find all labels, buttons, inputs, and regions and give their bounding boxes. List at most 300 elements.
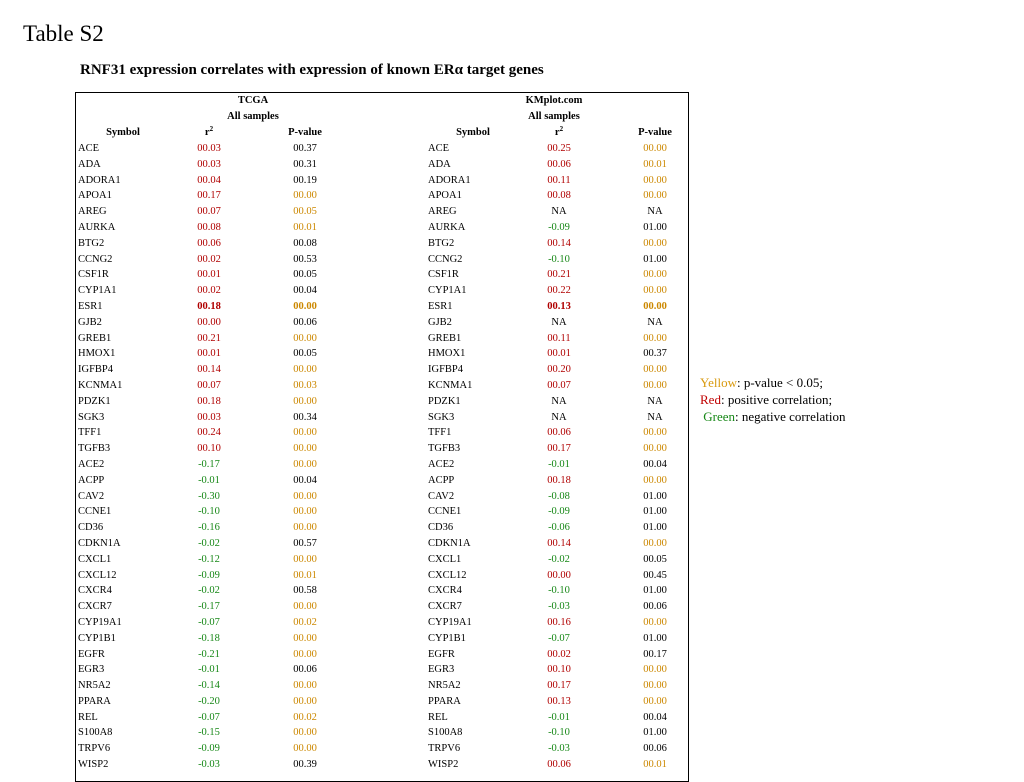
r2-cell: 00.14 — [547, 237, 571, 249]
table-row — [428, 283, 710, 299]
pvalue-header: P-value — [288, 127, 322, 138]
gene-symbol-cell: TFF1 — [78, 427, 102, 439]
table-row — [78, 615, 428, 631]
gene-symbol-cell: REL — [78, 711, 98, 723]
legend-green-word: Green — [703, 409, 736, 424]
gene-symbol-cell: KCNMA1 — [78, 379, 123, 391]
legend-red — [700, 391, 845, 408]
r2-cell: -0.15 — [198, 727, 220, 739]
pvalue-cell: 00.00 — [293, 743, 317, 755]
gene-symbol-cell: IGFBP4 — [428, 364, 464, 376]
gene-symbol-cell: CD36 — [428, 522, 454, 534]
gene-symbol-cell: ADA — [428, 158, 451, 170]
tcga-title: TCGA — [237, 95, 269, 106]
table-row — [428, 457, 710, 473]
pvalue-cell: 00.17 — [643, 648, 667, 660]
gene-symbol-cell: CXCL12 — [78, 569, 117, 581]
gene-symbol-cell: EGFR — [428, 648, 455, 660]
pvalue-cell: 00.00 — [643, 269, 667, 281]
r2-cell: 00.08 — [197, 221, 221, 233]
r2-cell: 00.22 — [547, 285, 571, 297]
table-row — [78, 662, 428, 678]
r2-cell: 00.01 — [197, 269, 221, 281]
kmplot-subtitle-row — [428, 109, 710, 125]
r2-cell: 00.02 — [197, 285, 221, 297]
r2-cell: -0.07 — [198, 616, 220, 628]
r2-cell: -0.10 — [548, 727, 570, 739]
pvalue-cell: 00.00 — [643, 300, 667, 312]
table-row — [428, 710, 710, 726]
table-row — [428, 204, 710, 220]
pvalue-cell: 00.00 — [643, 427, 667, 439]
r2-cell: -0.01 — [198, 474, 220, 486]
r2-cell: 00.07 — [547, 379, 571, 391]
r2-cell: 00.21 — [547, 269, 571, 281]
pvalue-cell: 00.00 — [643, 143, 667, 154]
table-row — [78, 252, 428, 268]
table-row — [428, 520, 710, 536]
gene-symbol-cell: APOA1 — [78, 190, 112, 202]
legend-yellow-text: : p-value < 0.05; — [736, 375, 824, 390]
r2-cell: 00.16 — [547, 616, 571, 628]
legend-yellow — [700, 374, 845, 391]
gene-symbol-cell: CAV2 — [428, 490, 455, 502]
pvalue-cell: 00.37 — [643, 348, 667, 360]
gene-symbol-cell: IGFBP4 — [78, 364, 114, 376]
kmplot-title-row — [428, 93, 710, 109]
r2-cell: 00.14 — [197, 364, 221, 376]
pvalue-cell: 00.00 — [293, 395, 317, 407]
r2-cell: 00.01 — [547, 348, 571, 360]
table-row — [428, 631, 710, 647]
pvalue-cell: 00.06 — [643, 743, 667, 755]
table-row — [78, 315, 428, 331]
r2-cell: -0.12 — [198, 553, 220, 565]
tcga-header-row — [78, 125, 428, 141]
gene-symbol-cell: GREB1 — [78, 332, 112, 344]
pvalue-cell: 00.00 — [643, 379, 667, 391]
table-row — [428, 741, 710, 757]
gene-symbol-cell: CYP1B1 — [428, 632, 466, 644]
gene-symbol-cell: HMOX1 — [78, 348, 116, 360]
pvalue-cell: 00.00 — [293, 490, 317, 502]
pvalue-cell: 00.00 — [293, 553, 317, 565]
gene-symbol-cell: CXCR7 — [78, 601, 112, 613]
r2-cell: -0.09 — [548, 221, 570, 233]
table-row — [78, 188, 428, 204]
table-row — [78, 473, 428, 489]
r2-cell: 00.04 — [197, 174, 221, 186]
r2-cell: 00.03 — [197, 158, 221, 170]
gene-symbol-cell: CYP19A1 — [78, 616, 122, 628]
gene-symbol-cell: GJB2 — [78, 316, 102, 328]
kmplot-title: KMplot.com — [525, 95, 583, 106]
tcga-subtitle: All samples — [227, 111, 279, 122]
pvalue-header: P-value — [638, 127, 672, 138]
r2-cell: -0.18 — [198, 632, 220, 644]
r2-cell: -0.02 — [198, 585, 220, 597]
gene-symbol-cell: CDKN1A — [428, 537, 471, 549]
table-row — [428, 678, 710, 694]
gene-symbol-cell: CCNG2 — [428, 253, 463, 265]
table-row — [78, 457, 428, 473]
r2-cell: 00.00 — [547, 569, 571, 581]
gene-symbol-cell: REL — [428, 711, 448, 723]
pvalue-cell: 00.01 — [293, 221, 317, 233]
pvalue-cell: NA — [647, 411, 663, 423]
r2-cell: 00.06 — [547, 759, 571, 771]
legend-green — [700, 408, 845, 425]
gene-symbol-cell: AREG — [78, 206, 107, 218]
r2-cell: -0.30 — [198, 490, 220, 502]
gene-symbol-cell: ADA — [78, 158, 101, 170]
r2-header-sup: 2 — [209, 125, 214, 133]
r2-cell: -0.03 — [548, 601, 570, 613]
table-row — [428, 725, 710, 741]
gene-symbol-cell: AURKA — [428, 221, 466, 233]
pvalue-cell: 00.04 — [293, 285, 317, 297]
pvalue-cell: 00.00 — [643, 237, 667, 249]
gene-symbol-cell: EGR3 — [428, 664, 455, 676]
pvalue-cell: 00.00 — [293, 190, 317, 202]
pvalue-cell: 01.00 — [643, 727, 667, 739]
gene-symbol-cell: EGR3 — [78, 664, 105, 676]
r2-cell: -0.01 — [198, 664, 220, 676]
r2-cell: NA — [551, 395, 567, 407]
r2-cell: -0.03 — [198, 759, 220, 771]
pvalue-cell: 00.00 — [293, 506, 317, 518]
pvalue-cell: 00.34 — [293, 411, 317, 423]
tcga-block — [78, 93, 428, 773]
table-row — [428, 489, 710, 505]
pvalue-cell: 00.00 — [643, 285, 667, 297]
table-row — [78, 741, 428, 757]
legend-yellow-word: Yellow — [700, 375, 737, 390]
gene-symbol-cell: ADORA1 — [78, 174, 121, 186]
gene-symbol-cell: ACE2 — [78, 458, 105, 470]
pvalue-cell: 00.00 — [643, 190, 667, 202]
pvalue-cell: NA — [647, 395, 663, 407]
table-row — [78, 536, 428, 552]
r2-cell: -0.07 — [548, 632, 570, 644]
pvalue-cell: 00.01 — [643, 158, 667, 170]
table-row — [78, 504, 428, 520]
r2-cell: 00.21 — [197, 332, 221, 344]
gene-symbol-cell: CXCR7 — [428, 601, 462, 613]
pvalue-cell: 00.00 — [643, 616, 667, 628]
pvalue-cell: 00.04 — [643, 458, 667, 470]
r2-cell: -0.17 — [198, 458, 220, 470]
table-row — [428, 236, 710, 252]
pvalue-cell: NA — [647, 206, 663, 218]
r2-cell: -0.01 — [548, 458, 570, 470]
correlation-table — [75, 92, 689, 782]
pvalue-cell: 00.00 — [643, 443, 667, 455]
r2-cell: 00.02 — [547, 648, 571, 660]
gene-symbol-cell: TFF1 — [428, 427, 452, 439]
pvalue-cell: 00.01 — [293, 569, 317, 581]
table-row — [428, 504, 710, 520]
r2-header-label: r — [204, 127, 210, 138]
r2-cell: 00.02 — [197, 253, 221, 265]
pvalue-cell: 00.01 — [643, 759, 667, 771]
gene-symbol-cell: CCNG2 — [78, 253, 113, 265]
kmplot-block — [428, 93, 710, 773]
gene-symbol-cell: BTG2 — [78, 237, 105, 249]
table-row — [428, 394, 710, 410]
r2-header-label: r — [554, 127, 560, 138]
r2-cell: 00.08 — [547, 190, 571, 202]
table-row — [78, 141, 428, 157]
pvalue-cell: 00.05 — [293, 348, 317, 360]
gene-symbol-cell: BTG2 — [428, 237, 455, 249]
r2-cell: -0.16 — [198, 522, 220, 534]
gene-symbol-cell: ACE2 — [428, 458, 455, 470]
r2-cell: 00.06 — [547, 427, 571, 439]
r2-cell: 00.06 — [197, 237, 221, 249]
pvalue-cell: 00.58 — [293, 585, 317, 597]
table-row — [428, 188, 710, 204]
gene-symbol-cell: TRPV6 — [78, 743, 111, 755]
r2-cell: 00.18 — [547, 474, 571, 486]
gene-symbol-cell: ADORA1 — [428, 174, 471, 186]
r2-cell: NA — [551, 206, 567, 218]
pvalue-cell: 00.04 — [643, 711, 667, 723]
pvalue-cell: 00.06 — [293, 316, 317, 328]
gene-symbol-cell: EGFR — [78, 648, 105, 660]
r2-cell: -0.10 — [548, 585, 570, 597]
pvalue-cell: 00.04 — [293, 474, 317, 486]
table-row — [78, 568, 428, 584]
table-row — [428, 441, 710, 457]
r2-cell: 00.17 — [547, 680, 571, 692]
pvalue-cell: 01.00 — [643, 585, 667, 597]
table-row — [428, 536, 710, 552]
gene-symbol-cell: TRPV6 — [428, 743, 461, 755]
r2-cell: -0.20 — [198, 695, 220, 707]
table-row — [428, 568, 710, 584]
r2-cell: -0.10 — [198, 506, 220, 518]
pvalue-cell: 00.02 — [293, 616, 317, 628]
r2-cell: -0.21 — [198, 648, 220, 660]
gene-symbol-cell: S100A8 — [78, 727, 113, 739]
r2-header-sup: 2 — [559, 125, 564, 133]
r2-cell: 00.00 — [197, 316, 221, 328]
pvalue-cell: 00.39 — [293, 759, 317, 771]
pvalue-cell: 01.00 — [643, 490, 667, 502]
pvalue-cell: 00.00 — [293, 300, 317, 312]
r2-cell: -0.09 — [548, 506, 570, 518]
r2-cell: 00.25 — [547, 143, 571, 154]
table-row — [78, 267, 428, 283]
pvalue-cell: 00.19 — [293, 174, 317, 186]
r2-cell: -0.02 — [548, 553, 570, 565]
gene-symbol-cell: ACE — [428, 143, 449, 154]
pvalue-cell: 00.06 — [293, 664, 317, 676]
gene-symbol-cell: HMOX1 — [428, 348, 466, 360]
pvalue-cell: 00.00 — [293, 332, 317, 344]
pvalue-cell: NA — [647, 316, 663, 328]
gene-symbol-cell: CYP1A1 — [78, 285, 117, 297]
table-row — [78, 299, 428, 315]
gene-symbol-cell: PDZK1 — [428, 395, 461, 407]
r2-cell: 00.10 — [547, 664, 571, 676]
pvalue-cell: 01.00 — [643, 253, 667, 265]
table-row — [428, 220, 710, 236]
pvalue-cell: 00.00 — [643, 695, 667, 707]
r2-cell: 00.14 — [547, 537, 571, 549]
legend-red-text: : positive correlation; — [720, 392, 833, 407]
table-row — [78, 694, 428, 710]
table-row — [428, 267, 710, 283]
kmplot-rows — [428, 141, 710, 773]
pvalue-cell: 01.00 — [643, 522, 667, 534]
gene-symbol-cell: S100A8 — [428, 727, 463, 739]
table-row — [78, 173, 428, 189]
pvalue-cell: 00.00 — [293, 458, 317, 470]
pvalue-cell: 00.00 — [293, 727, 317, 739]
gene-symbol-cell: ESR1 — [428, 300, 453, 312]
gene-symbol-cell: GJB2 — [428, 316, 452, 328]
gene-symbol-cell: CSF1R — [78, 269, 109, 281]
pvalue-cell: 00.00 — [293, 601, 317, 613]
table-row — [78, 283, 428, 299]
r2-cell: -0.06 — [548, 522, 570, 534]
pvalue-cell: 00.37 — [293, 143, 317, 154]
gene-symbol-cell: CXCL1 — [428, 553, 462, 565]
r2-cell: 00.18 — [197, 300, 221, 312]
pvalue-cell: 00.45 — [643, 569, 667, 581]
table-row — [78, 710, 428, 726]
table-row — [78, 220, 428, 236]
r2-cell: NA — [551, 411, 567, 423]
r2-cell: 00.13 — [547, 300, 571, 312]
table-row — [428, 473, 710, 489]
gene-symbol-cell: AREG — [428, 206, 457, 218]
table-row — [428, 331, 710, 347]
r2-cell: 00.07 — [197, 206, 221, 218]
gene-symbol-cell: AURKA — [78, 221, 116, 233]
symbol-header: Symbol — [456, 127, 490, 138]
r2-cell: 00.01 — [197, 348, 221, 360]
gene-symbol-cell: CAV2 — [78, 490, 105, 502]
table-row — [78, 346, 428, 362]
pvalue-cell: 00.00 — [293, 695, 317, 707]
tcga-subtitle-row — [78, 109, 428, 125]
pvalue-cell: 00.53 — [293, 253, 317, 265]
table-row — [428, 599, 710, 615]
table-row — [428, 378, 710, 394]
legend-green-text: : negative correlation — [735, 409, 846, 424]
pvalue-cell: 00.05 — [293, 206, 317, 218]
pvalue-cell: 00.00 — [293, 648, 317, 660]
table-row — [428, 647, 710, 663]
tcga-rows — [78, 141, 428, 773]
gene-symbol-cell: CCNE1 — [428, 506, 462, 518]
table-row — [78, 394, 428, 410]
pvalue-cell: 00.00 — [293, 632, 317, 644]
gene-symbol-cell: CCNE1 — [78, 506, 112, 518]
r2-cell: -0.09 — [198, 569, 220, 581]
r2-header — [168, 125, 250, 141]
table-row — [78, 204, 428, 220]
table-row — [428, 252, 710, 268]
r2-cell: -0.10 — [548, 253, 570, 265]
pvalue-cell: 01.00 — [643, 632, 667, 644]
pvalue-cell: 00.31 — [293, 158, 317, 170]
table-row — [428, 583, 710, 599]
r2-cell: 00.20 — [547, 364, 571, 376]
table-row — [78, 362, 428, 378]
gene-symbol-cell: APOA1 — [428, 190, 462, 202]
r2-cell: -0.09 — [198, 743, 220, 755]
r2-cell: 00.07 — [197, 379, 221, 391]
document-title: Table S2 — [23, 21, 104, 46]
pvalue-cell: 00.02 — [293, 711, 317, 723]
pvalue-cell: 00.00 — [643, 537, 667, 549]
gene-symbol-cell: CDKN1A — [78, 537, 121, 549]
color-legend — [700, 374, 845, 425]
gene-symbol-cell: SGK3 — [428, 411, 455, 423]
pvalue-cell: 00.00 — [643, 680, 667, 692]
gene-symbol-cell: ACPP — [428, 474, 455, 486]
pvalue-cell: 00.00 — [293, 680, 317, 692]
gene-symbol-cell: CXCL12 — [428, 569, 467, 581]
table-row — [78, 599, 428, 615]
gene-symbol-cell: CYP1A1 — [428, 285, 467, 297]
table-row — [78, 552, 428, 568]
table-row — [78, 378, 428, 394]
table-row — [78, 157, 428, 173]
table-row — [428, 362, 710, 378]
table-row — [428, 425, 710, 441]
r2-cell: 00.06 — [547, 158, 571, 170]
table-row — [428, 299, 710, 315]
table-row — [78, 757, 428, 773]
r2-cell: 00.13 — [547, 695, 571, 707]
gene-symbol-cell: CXCL1 — [78, 553, 112, 565]
table-row — [78, 236, 428, 252]
pvalue-cell: 00.00 — [293, 522, 317, 534]
pvalue-cell: 00.00 — [643, 474, 667, 486]
tcga-title-row — [78, 93, 428, 109]
r2-cell: -0.02 — [198, 537, 220, 549]
r2-cell: -0.08 — [548, 490, 570, 502]
r2-cell: 00.17 — [197, 190, 221, 202]
table-row — [428, 346, 710, 362]
kmplot-header-row — [428, 125, 710, 141]
table-row — [78, 583, 428, 599]
table-row — [428, 757, 710, 773]
pvalue-cell: 00.00 — [643, 664, 667, 676]
table-row — [428, 157, 710, 173]
table-row — [428, 552, 710, 568]
gene-symbol-cell: GREB1 — [428, 332, 462, 344]
pvalue-cell: 00.06 — [643, 601, 667, 613]
r2-header — [518, 125, 600, 141]
table-row — [78, 678, 428, 694]
r2-cell: 00.18 — [197, 395, 221, 407]
gene-symbol-cell: CYP1B1 — [78, 632, 116, 644]
r2-cell: -0.17 — [198, 601, 220, 613]
table-row — [78, 725, 428, 741]
gene-symbol-cell: CXCR4 — [78, 585, 112, 597]
r2-cell: -0.03 — [548, 743, 570, 755]
pvalue-cell: 00.00 — [643, 174, 667, 186]
table-row — [78, 410, 428, 426]
pvalue-cell: 01.00 — [643, 506, 667, 518]
gene-symbol-cell: WISP2 — [428, 759, 459, 771]
